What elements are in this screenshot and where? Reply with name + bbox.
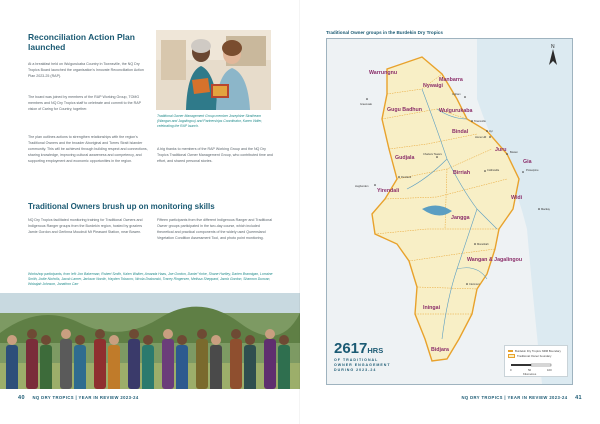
town-greenvale: Greenvale — [360, 103, 372, 106]
rap-heading: Reconciliation Action Plan launched — [28, 32, 135, 52]
page-number-right: 41 — [575, 395, 582, 401]
person-figure — [128, 339, 140, 389]
stat-unit: HRS — [367, 346, 384, 355]
person-figure — [162, 339, 174, 389]
stat-line-2: OWNER ENGAGEMENT — [334, 363, 391, 367]
region-gia: Gia — [523, 159, 532, 165]
footer-text-left: NQ DRY TROPICS | YEAR IN REVIEW 2023-24 — [32, 395, 139, 400]
region-manbarra: Manbarra — [439, 77, 463, 83]
town-charters-towers: Charters Towers — [423, 153, 442, 156]
person-head — [211, 335, 221, 345]
rap-paragraph-3: The plan outlines actions to strengthen relationships with the region's Traditional Owners and the broader Aboriginal and Torres Strait Islander community. This will be achieved through building respect and connections, sharing knowledge, improving cultural awareness and competency, and supporting employment and economic opportunities in the region. — [28, 135, 148, 163]
person-head — [61, 329, 71, 339]
stat-line-1: OF TRADITIONAL — [334, 358, 379, 362]
town-clermont: Clermont — [469, 283, 480, 286]
person-head — [245, 335, 255, 345]
region-nywaigi: Nywaigi — [423, 83, 444, 89]
footer-text-right: NQ DRY TROPICS | YEAR IN REVIEW 2023-24 — [461, 395, 568, 400]
region-warrungnu: Warrungnu — [369, 70, 398, 76]
town-townsville: Townsville — [474, 120, 486, 123]
rap-photo-caption: Traditional Owner Management Group member Josephine Strathearn (Wangan and Jagalingou) and Partnerships Coordinator, Karen Vidler, celebrating the RAP launch. — [157, 114, 263, 128]
person-head — [279, 335, 289, 345]
legend-nrm-swatch — [508, 350, 513, 352]
person-figure — [94, 339, 106, 389]
region-jangga: Jangga — [451, 215, 470, 221]
person-figure — [176, 345, 188, 389]
person-figure — [60, 339, 72, 389]
region-gudjala: Gudjala — [395, 155, 415, 161]
person-figure — [26, 339, 38, 389]
monitoring-paragraph-2: Fifteen participants from five different Indigenous Ranger and Traditional Owner groups participated in the two-day course, which included theoretical and practical components of the widely used Queensland Vegetation Condition Assessment Tool, and photo point monitoring. — [157, 218, 272, 240]
person-head — [163, 329, 173, 339]
scale-bar — [511, 362, 561, 368]
region-iningai: Iningai — [423, 305, 441, 311]
person-figure — [264, 339, 276, 389]
rap-paragraph-4: A big thanks to members of the RAP Working Group and the NQ Dry Tropics Traditional Owner Management Group, who contributed time and effort, and shared personal stories. — [157, 147, 273, 163]
person-head — [231, 329, 241, 339]
person-head — [197, 329, 207, 339]
person-figure — [244, 345, 256, 389]
person-head — [143, 335, 153, 345]
region-wangan: Wangan & Jagalingou — [467, 257, 523, 263]
person-head — [41, 335, 51, 345]
person-figure — [40, 345, 52, 389]
town-collinsville: Collinsville — [487, 169, 500, 172]
page-number-left: 40 — [18, 395, 25, 401]
scale-100: 100 — [547, 368, 552, 372]
rap-paragraph-2: The board was joined by members of the RAP Working Group, TOMG members and NQ Dry Tropics staff to celebrate and commit to the RAP vision of Caring for Country, together. — [28, 95, 141, 111]
person-head — [177, 335, 187, 345]
person-head — [129, 329, 139, 339]
person-figure — [210, 345, 222, 389]
stat-number: 2617 — [334, 340, 368, 357]
scale-50: 50 — [528, 368, 532, 372]
person-figure — [278, 345, 290, 389]
person-figure — [6, 345, 18, 389]
person-figure — [74, 345, 86, 389]
town-ayr: Ayr — [489, 130, 493, 133]
monitoring-paragraph-1: NQ Dry Tropics facilitated monitoring training for Traditional Owners and Indigenous Ranger groups from the Burdekin region, hosted by graziers Jamie Gordon and Gerlinna Moudruii Mt Pleasant Station, near Bowen. — [28, 218, 143, 234]
stat-line-3: DURING 2023-24 — [334, 368, 377, 372]
person-figure — [142, 345, 154, 389]
person-head — [95, 329, 105, 339]
person-figure — [196, 339, 208, 389]
town-proserpine: Proserpine — [526, 169, 539, 172]
region-birriah: Birriah — [453, 170, 471, 176]
compass-label: N — [551, 44, 555, 50]
legend-nrm-label: Burdekin Dry Tropics NRM Boundary — [515, 349, 561, 353]
scale-0: 0 — [510, 368, 512, 372]
person-figure — [230, 339, 242, 389]
map-title: Traditional Owner groups in the Burdekin Dry Tropics — [326, 30, 443, 35]
monitoring-heading: Traditional Owners brush up on monitoring skills — [28, 202, 215, 211]
region-bindal: Bindal — [452, 129, 469, 135]
workshop-photo-caption: Workshop participants, from left: Jon Bakerman, Robert Smith, Kalen Walker, Amanda Haas, Joe Gordon, Daniel Yorke, Shane Hartley, Darien Brannigan, Lorraine Smith, Jodie Nicholls, Jacob Larner, Jackson Nordic, Hayden Tobacco, Nicola Drabonski, Tracey Ringersen, Melissa Sheppard, Jacob Gordon, Shannon Duncan, Wobajah Johnson, Jonathon Carr — [28, 272, 273, 287]
region-yirendali: Yirendali — [377, 188, 400, 194]
footer-right — [461, 395, 582, 401]
region-bidjara: Bidjara — [431, 347, 449, 353]
map-legend — [504, 345, 568, 377]
region-juru: Juru — [495, 147, 507, 153]
legend-to-swatch — [508, 354, 515, 358]
town-bowen: Bowen — [510, 151, 518, 154]
town-mackay: Mackay — [541, 208, 550, 211]
person-head — [27, 329, 37, 339]
scale-unit: Kilometres — [523, 372, 537, 376]
town-ingham: Ingham — [452, 93, 461, 96]
person-head — [265, 329, 275, 339]
person-head — [75, 335, 85, 345]
rap-paragraph-1: At a breakfast held on Wulgurukaba Country in Townsville, the NQ Dry Tropics Board launched the organisation's Innovate Reconciliation Action Plan 2023-25 (RAP). — [28, 62, 144, 78]
person-head — [109, 335, 119, 345]
town-home-hill: Home Hill — [475, 136, 487, 139]
person-figure — [108, 345, 120, 389]
person-head — [7, 335, 17, 345]
town-hughenden: Hughenden — [355, 185, 369, 188]
town-moranbah: Moranbah — [477, 243, 489, 246]
rap-launch-photo — [156, 30, 271, 110]
legend-to-label: Traditional Owner boundary — [517, 354, 552, 358]
engagement-stat — [334, 341, 391, 373]
town-pentland: Pentland — [401, 176, 412, 179]
region-widi: Widi — [511, 195, 523, 201]
traditional-owner-map — [326, 38, 573, 385]
workshop-group-photo — [0, 293, 300, 389]
region-gugu-badhun: Gugu Badhun — [387, 107, 423, 113]
region-wulgurukaba: Wulgurukaba — [439, 108, 473, 114]
footer-left — [18, 395, 139, 401]
